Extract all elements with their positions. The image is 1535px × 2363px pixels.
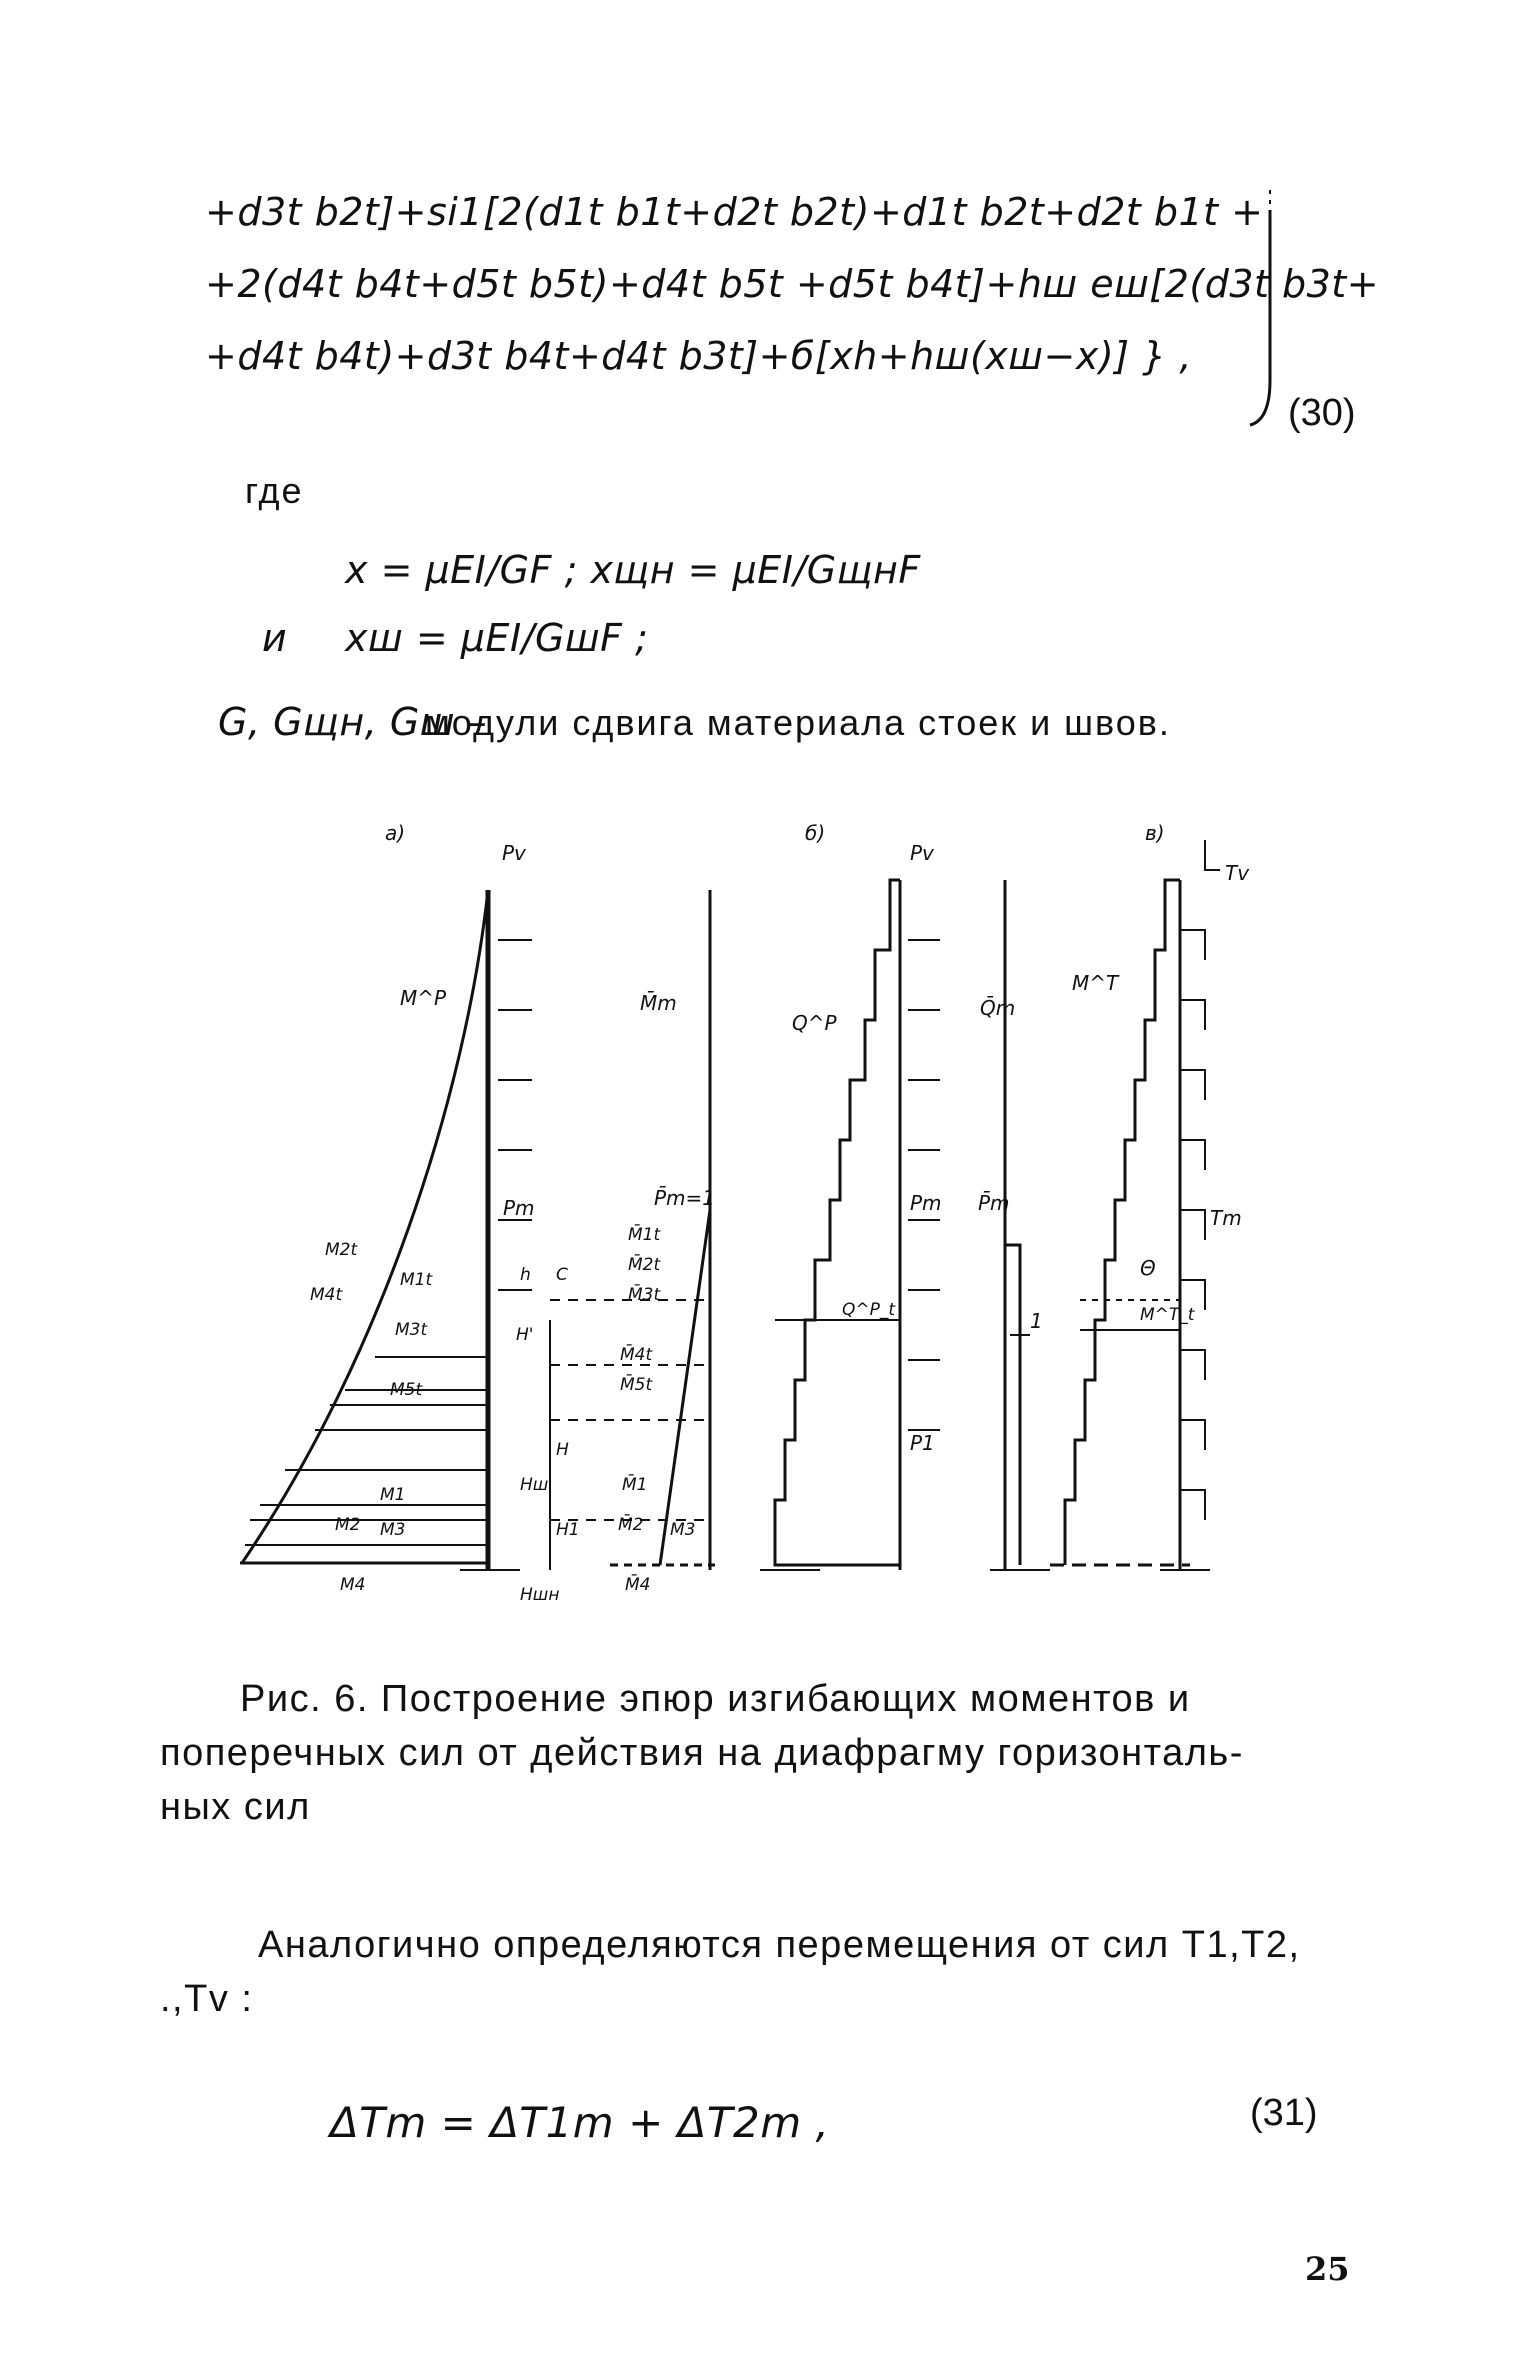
definition-text: модули сдвига материала стоек и швов. bbox=[425, 702, 1171, 743]
panel-b-title: б) bbox=[805, 821, 826, 845]
label-m5t: M5t bbox=[390, 1380, 423, 1400]
label-theta: Θ bbox=[1140, 1256, 1156, 1280]
label-m1: M1 bbox=[380, 1485, 406, 1505]
definition-symbols: G, Gщн, Gш – bbox=[218, 700, 488, 744]
label-m3t-bar: M̄3t bbox=[628, 1285, 661, 1305]
label-m2-bar: M̄2 bbox=[618, 1515, 644, 1535]
figure-caption-line-2: поперечных сил от действия на диафрагму горизонталь- bbox=[160, 1732, 1244, 1774]
definition-line-1: x = μEI/GF ; xщн = μEI/GщнF bbox=[345, 548, 921, 592]
formula-30-line-2: +2(d4t b4t+d5t b5t)+d4t b5t +d5t b4t]+hш eш[2(d3t b3t+ bbox=[205, 262, 1380, 306]
label-pm-bar: P̄m bbox=[978, 1191, 1010, 1215]
panel-a-title: а) bbox=[385, 821, 406, 845]
label-m3: M3 bbox=[380, 1520, 406, 1540]
label-m4: M4 bbox=[340, 1575, 366, 1595]
label-tm: Tm bbox=[1210, 1206, 1242, 1230]
label-pm-b: Pm bbox=[910, 1191, 942, 1215]
label-hprime: H' bbox=[516, 1325, 534, 1345]
label-m1t: M1t bbox=[400, 1270, 433, 1290]
label-h: H bbox=[556, 1440, 569, 1460]
label-m2t: M2t bbox=[325, 1240, 358, 1260]
paragraph-line-1: Аналогично определяются перемещения от сил T1,T2, bbox=[258, 1924, 1301, 1966]
label-mt: M^T bbox=[1072, 971, 1119, 995]
label-m1-bar: M̄1 bbox=[622, 1475, 648, 1495]
equation-number-30: (30) bbox=[1288, 392, 1356, 434]
figure-6-diagrams bbox=[220, 800, 1340, 1630]
label-m4-bar: M̄4 bbox=[625, 1575, 651, 1595]
label-m2t-bar: M̄2t bbox=[628, 1255, 661, 1275]
label-pv-b: Pv bbox=[910, 841, 934, 865]
equation-number-31: (31) bbox=[1250, 2092, 1318, 2134]
label-pm-a: Pm bbox=[503, 1196, 535, 1220]
label-hshn: Hшн bbox=[520, 1585, 560, 1605]
label-h1: H1 bbox=[556, 1520, 580, 1540]
label-mm-bar: M̄m bbox=[640, 991, 677, 1015]
label-c: C bbox=[556, 1265, 568, 1285]
label-qp: Q^P bbox=[792, 1011, 837, 1035]
label-m2: M2 bbox=[335, 1515, 361, 1535]
formula-30-line-3: +d4t b4t)+d3t b4t+d4t b3t]+б[xh+hш(xш−x)] } , bbox=[205, 334, 1192, 378]
label-m3-bar: M̄3 bbox=[670, 1520, 696, 1540]
label-qm-bar: Q̄m bbox=[980, 996, 1016, 1020]
label-hsh: Hш bbox=[520, 1475, 549, 1495]
label-one: 1 bbox=[1030, 1309, 1043, 1333]
definition-line-2: xш = μEI/GшF ; bbox=[345, 616, 649, 660]
label-tv: Tv bbox=[1225, 861, 1250, 885]
label-m4t-bar: M̄4t bbox=[620, 1345, 653, 1365]
label-m3t: M3t bbox=[395, 1320, 428, 1340]
panel-c-title: в) bbox=[1145, 821, 1165, 845]
where-word: где bbox=[245, 470, 304, 511]
label-m1t-bar: M̄1t bbox=[628, 1225, 661, 1245]
label-qtp: Q^P_t bbox=[842, 1300, 896, 1320]
label-p1: P1 bbox=[910, 1431, 935, 1455]
formula-31: ΔTm = ΔT1m + ΔT2m , bbox=[330, 2098, 830, 2147]
paragraph-line-2: .,Tv : bbox=[160, 1978, 254, 2020]
label-mtt: M^T_t bbox=[1140, 1305, 1195, 1325]
label-mp: M^P bbox=[400, 986, 447, 1010]
definition-conjunction: и bbox=[262, 616, 288, 660]
formula-30-line-1: +d3t b2t]+si1[2(d1t b1t+d2t b2t)+d1t b2t+d2t b1t + bbox=[205, 190, 1264, 234]
label-m4t: M4t bbox=[310, 1285, 343, 1305]
figure-caption-line-1: Рис. 6. Построение эпюр изгибающих моментов и bbox=[240, 1678, 1191, 1720]
label-pm1: P̄m=1 bbox=[654, 1186, 716, 1210]
figure-caption-line-3: ных сил bbox=[160, 1786, 311, 1828]
label-h-small: h bbox=[520, 1265, 531, 1285]
panel-a-moment-curve bbox=[242, 890, 488, 1563]
label-pv-a: Pv bbox=[502, 841, 526, 865]
page-number: 25 bbox=[1305, 2250, 1350, 2288]
label-m5t-bar: M̄5t bbox=[620, 1375, 653, 1395]
